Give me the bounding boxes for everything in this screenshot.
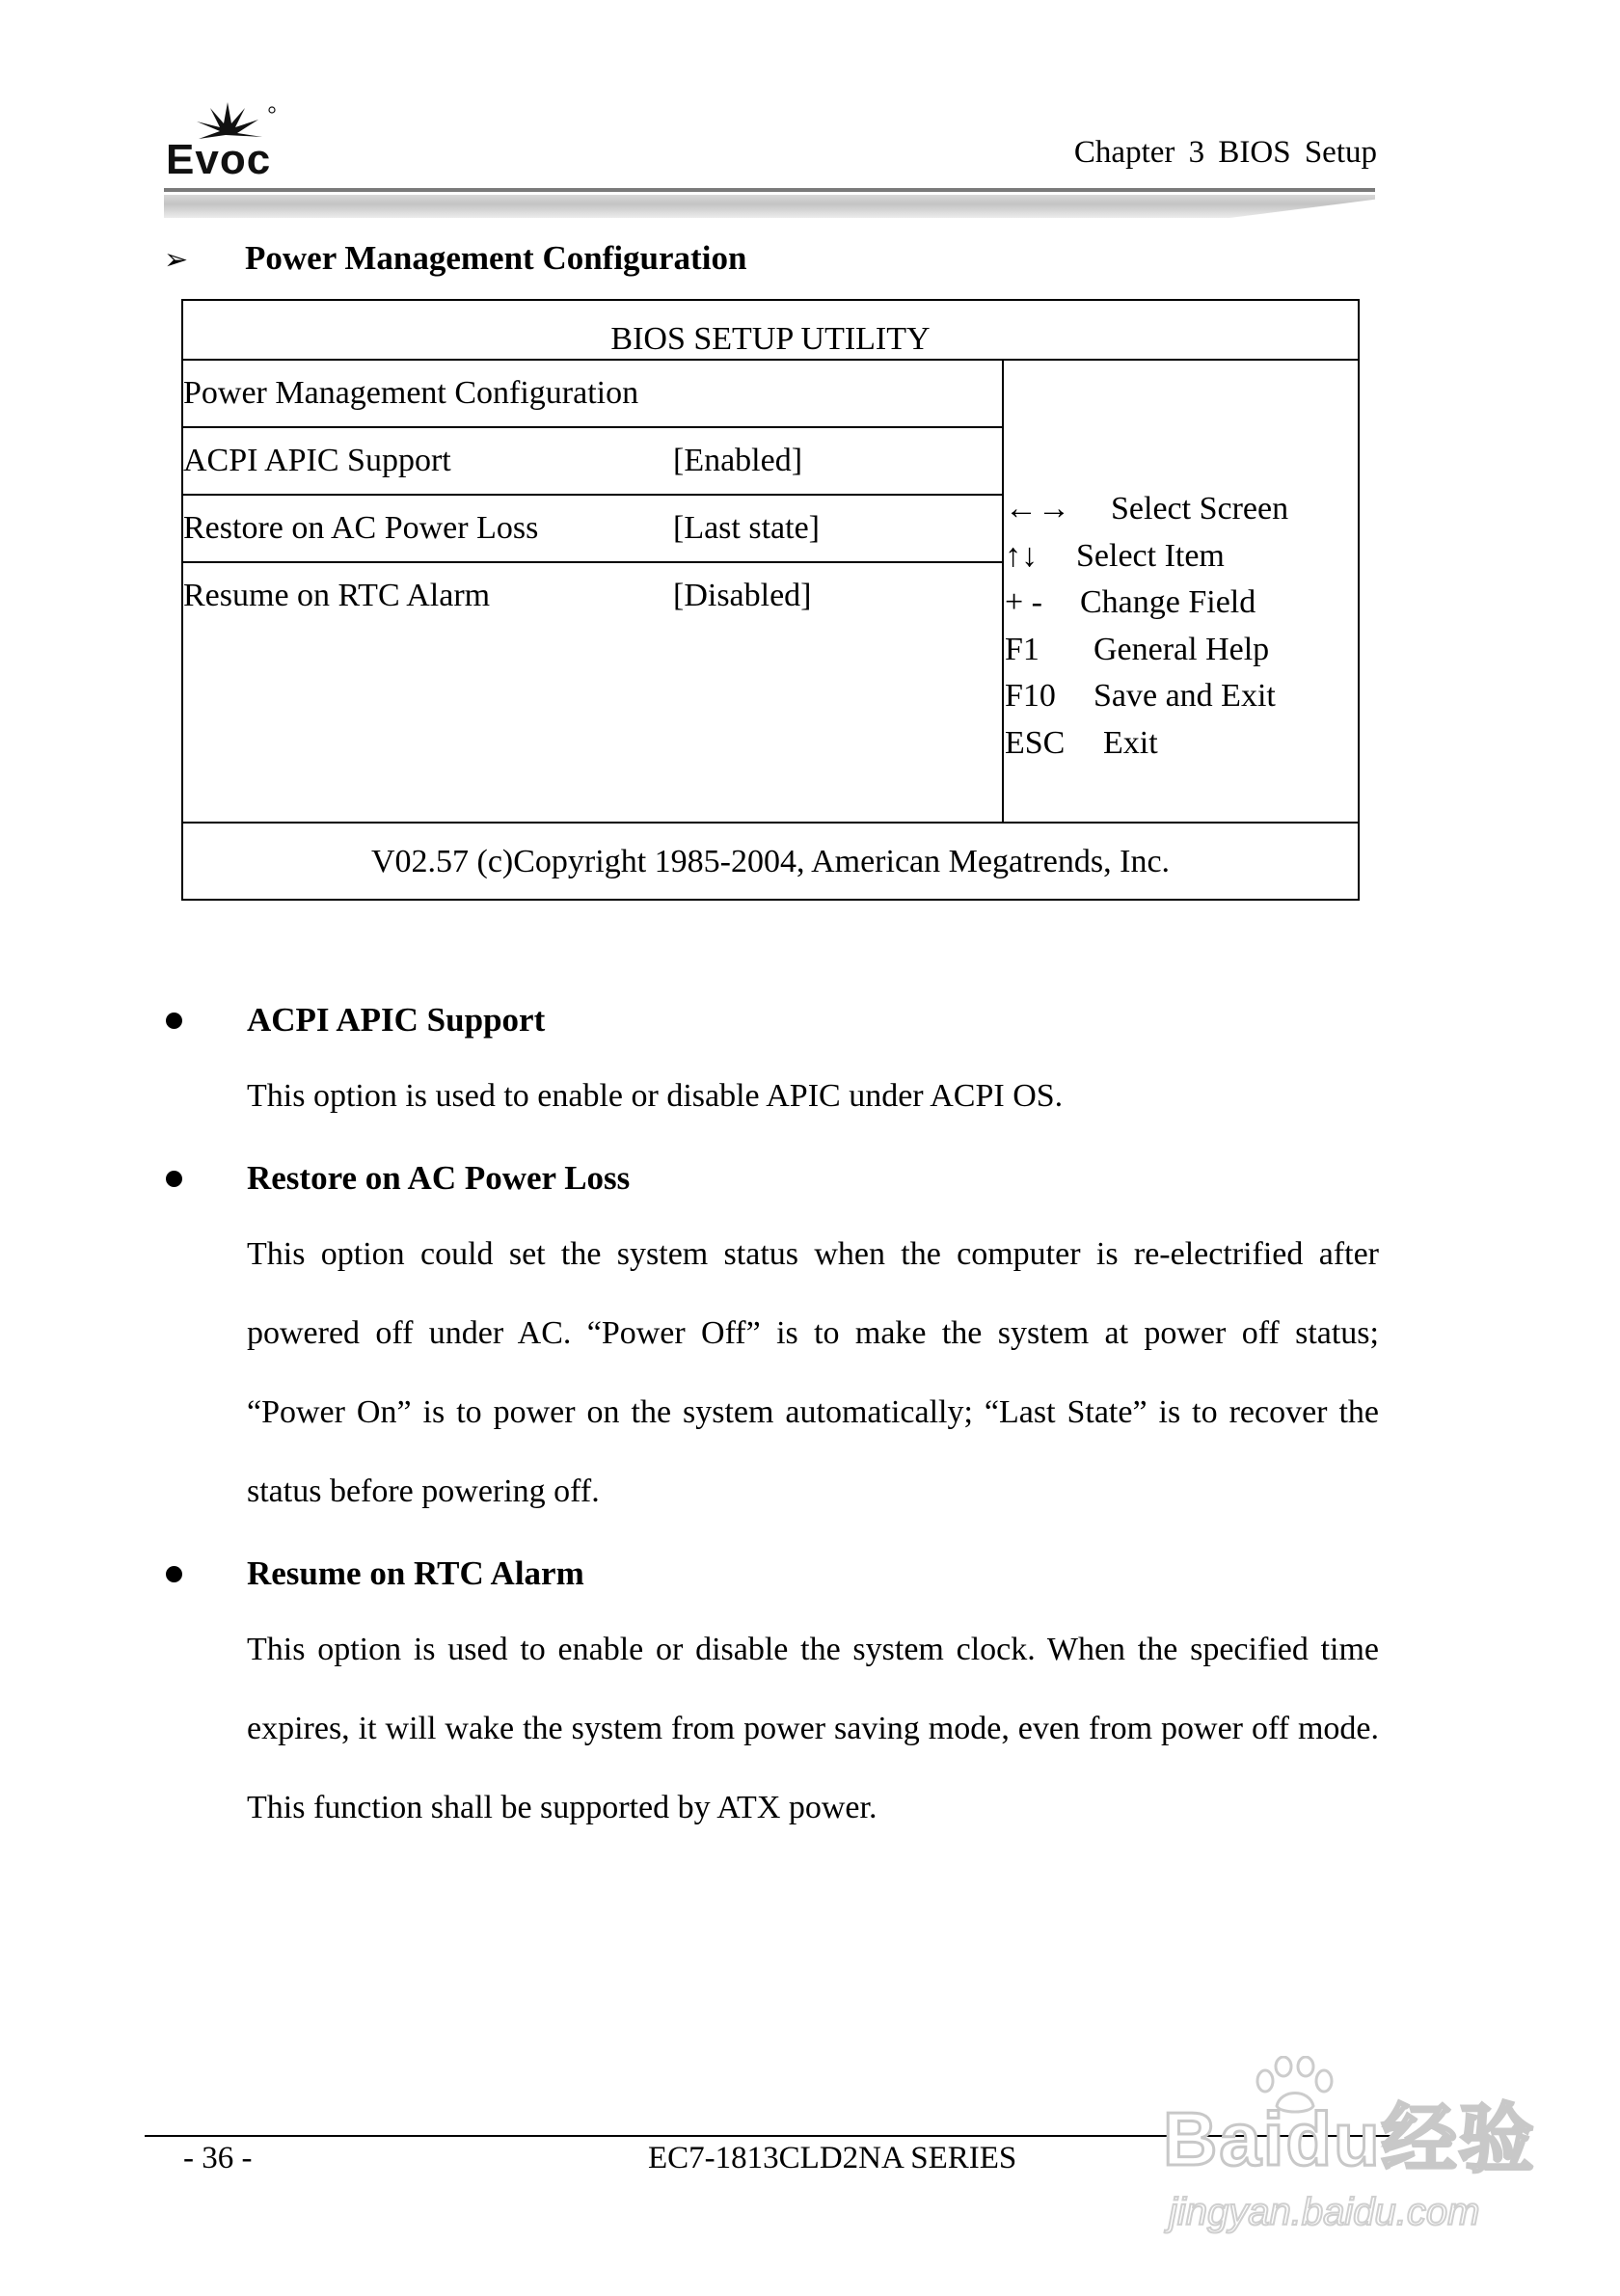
section-heading bbox=[164, 237, 746, 282]
help-action: Select Item bbox=[1076, 537, 1225, 574]
bullet-dot-icon bbox=[166, 1171, 182, 1187]
help-key: ↑↓ bbox=[1005, 537, 1038, 574]
help-action: Select Screen bbox=[1111, 491, 1289, 527]
setting-name: Resume on RTC Alarm bbox=[183, 578, 491, 613]
section-heading-text: Power Management Configuration bbox=[245, 239, 747, 277]
header-rule bbox=[164, 188, 1375, 192]
bullet-dot-icon bbox=[166, 1566, 182, 1582]
bios-setup-box bbox=[181, 299, 1360, 901]
bios-setting-row[interactable] bbox=[183, 428, 1002, 496]
page-number: - 36 - bbox=[183, 2141, 253, 2175]
product-series: EC7-1813CLD2NA SERIES bbox=[648, 2141, 1017, 2175]
help-action: General Help bbox=[1094, 631, 1270, 667]
arrow-bullet-icon: ➢ bbox=[164, 243, 189, 277]
item-heading: ACPI APIC Support bbox=[247, 1001, 546, 1039]
chapter-title: Chapter 3 BIOS Setup bbox=[1073, 135, 1377, 170]
setting-value[interactable]: [Last state] bbox=[673, 510, 820, 546]
bios-settings-panel bbox=[183, 361, 1002, 629]
bullet-dot-icon bbox=[166, 1013, 182, 1029]
setting-value[interactable]: [Enabled] bbox=[673, 443, 803, 478]
setting-name: Restore on AC Power Loss bbox=[183, 510, 539, 546]
watermark-brand: Baidu经验 bbox=[1163, 2096, 1536, 2181]
help-key: F1 bbox=[1005, 631, 1040, 667]
item-description: This option could set the system status when the computer is re-electrified after powered off under AC. “Power Off” is to make the system at power off status; “Power On” is to power on the system automatically; “Last State” is to recover the status before powering off. bbox=[247, 1236, 1379, 1509]
logo-wordmark: Evoc bbox=[166, 136, 272, 183]
bios-column-divider bbox=[1002, 359, 1004, 822]
item-description: This option is used to enable or disable APIC under ACPI OS. bbox=[247, 1078, 1064, 1114]
baidu-watermark bbox=[1144, 2054, 1549, 2247]
help-action: Change Field bbox=[1080, 584, 1256, 620]
watermark-url: jingyan.baidu.com bbox=[1169, 2191, 1480, 2233]
help-action: Exit bbox=[1103, 724, 1158, 761]
header-shadow-bar bbox=[164, 195, 1375, 218]
bios-copyright: V02.57 (c)Copyright 1985-2004, American Megatrends, Inc. bbox=[370, 844, 1171, 879]
item-heading: Resume on RTC Alarm bbox=[247, 1554, 584, 1592]
bios-menu-title-row bbox=[183, 361, 1002, 428]
setting-name: ACPI APIC Support bbox=[183, 443, 451, 478]
setting-value[interactable]: [Disabled] bbox=[673, 578, 812, 613]
help-action: Save and Exit bbox=[1094, 678, 1276, 714]
bios-footer-divider bbox=[183, 822, 1358, 824]
bios-setting-row[interactable] bbox=[183, 496, 1002, 563]
help-key: ←→ bbox=[1005, 491, 1070, 527]
bios-menu-title: Power Management Configuration bbox=[183, 375, 639, 411]
help-key: + - bbox=[1005, 584, 1042, 620]
item-description: This option is used to enable or disable the system clock. When the specified time expires, it will wake the system from power saving mode, even from power off mode. This function shall be supported by ATX power. bbox=[247, 1632, 1379, 1825]
help-key: ESC bbox=[1005, 724, 1066, 761]
help-key: F10 bbox=[1005, 678, 1056, 714]
item-heading: Restore on AC Power Loss bbox=[247, 1159, 631, 1197]
bios-title: BIOS SETUP UTILITY bbox=[610, 321, 931, 357]
bios-setting-row[interactable] bbox=[183, 563, 1002, 629]
evoc-logo bbox=[166, 102, 289, 183]
